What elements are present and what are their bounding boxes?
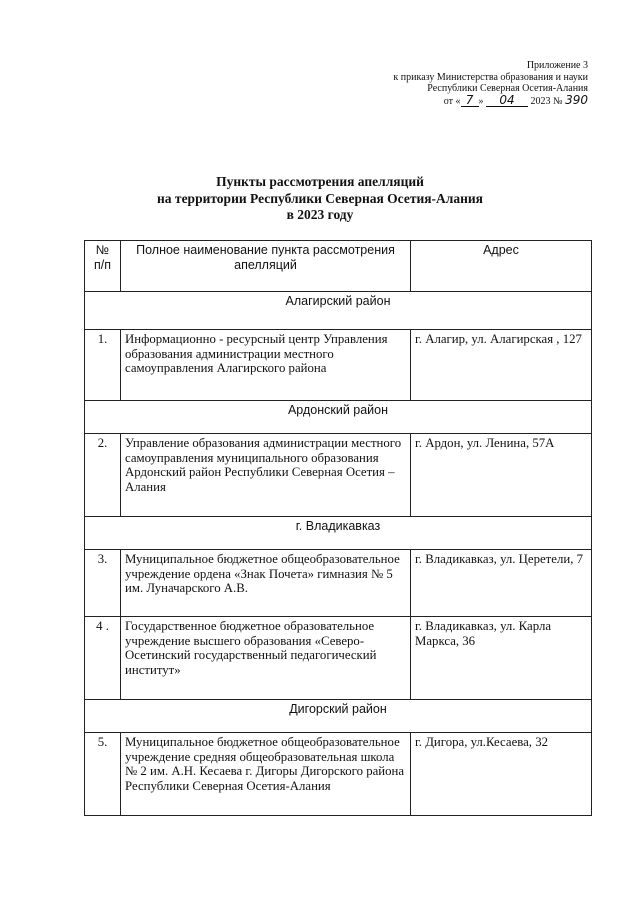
district-row	[85, 700, 592, 733]
appendix-label: Приложение 3	[526, 60, 588, 71]
row-name: Управление образования администрации местного самоуправления муниципального образования Ардонский район Республики Северная Осетия – Алания	[121, 434, 411, 517]
table-header-row	[85, 241, 592, 292]
ministry-region: Республики Северная Осетия-Алания	[427, 83, 588, 94]
row-number: 1.	[85, 330, 121, 401]
district-row	[85, 401, 592, 434]
row-address: г. Владикавказ, ул. Карла Маркса, 36	[411, 617, 592, 700]
date-mid: »	[478, 95, 484, 107]
row-number: 4 .	[85, 617, 121, 700]
row-number: 5.	[85, 733, 121, 816]
header-address: Адрес	[411, 241, 592, 292]
date-month: 04	[486, 95, 528, 108]
title-line-3: в 2023 году	[286, 207, 354, 222]
district-row	[85, 517, 592, 550]
header-number: № п/п	[85, 241, 121, 292]
row-address: г. Алагир, ул. Алагирская , 127	[411, 330, 592, 401]
table-row	[85, 617, 592, 700]
title-line-1: Пункты рассмотрения апелляций	[216, 174, 424, 189]
document-header	[393, 60, 588, 107]
district-name: г. Владикавказ	[85, 517, 592, 550]
order-date-line	[393, 92, 588, 108]
row-address: г. Дигора, ул.Кесаева, 32	[411, 733, 592, 816]
date-day: 7	[461, 95, 479, 108]
row-name: Государственное бюджетное образовательное учреждение высшего образования «Северо-Осетинский государственный педагогический институт»	[121, 617, 411, 700]
row-name: Муниципальное бюджетное общеобразовательное учреждение ордена «Знак Почета» гимназия № 5 им. Луначарского А.В.	[121, 550, 411, 617]
row-address: г. Владикавказ, ул. Церетели, 7	[411, 550, 592, 617]
document-title	[0, 174, 640, 224]
row-name: Муниципальное бюджетное общеобразовательное учреждение средняя общеобразовательная школа № 2 им. А.Н. Кесаева г. Дигоры Дигорского района Республики Северная Осетия-Алания	[121, 733, 411, 816]
table-row	[85, 330, 592, 401]
appeals-table	[84, 240, 592, 816]
row-name: Информационно - ресурсный центр Управления образования администрации местного самоуправления Алагирского района	[121, 330, 411, 401]
order-reference: к приказу Министерства образования и науки	[393, 71, 588, 83]
district-name: Ардонский район	[85, 401, 592, 434]
date-prefix: от «	[443, 95, 461, 107]
header-name: Полное наименование пункта рассмотрения апелляций	[121, 241, 411, 292]
district-name: Дигорский район	[85, 700, 592, 733]
row-number: 2.	[85, 434, 121, 517]
row-address: г. Ардон, ул. Ленина, 57А	[411, 434, 592, 517]
order-number: 390	[565, 92, 588, 107]
district-row	[85, 292, 592, 330]
date-year: 2023 №	[530, 95, 563, 107]
table-row	[85, 550, 592, 617]
table-row	[85, 733, 592, 816]
table-row	[85, 434, 592, 517]
district-name: Алагирский район	[85, 292, 592, 330]
row-number: 3.	[85, 550, 121, 617]
title-line-2: на территории Республики Северная Осетия-Алания	[157, 190, 483, 206]
